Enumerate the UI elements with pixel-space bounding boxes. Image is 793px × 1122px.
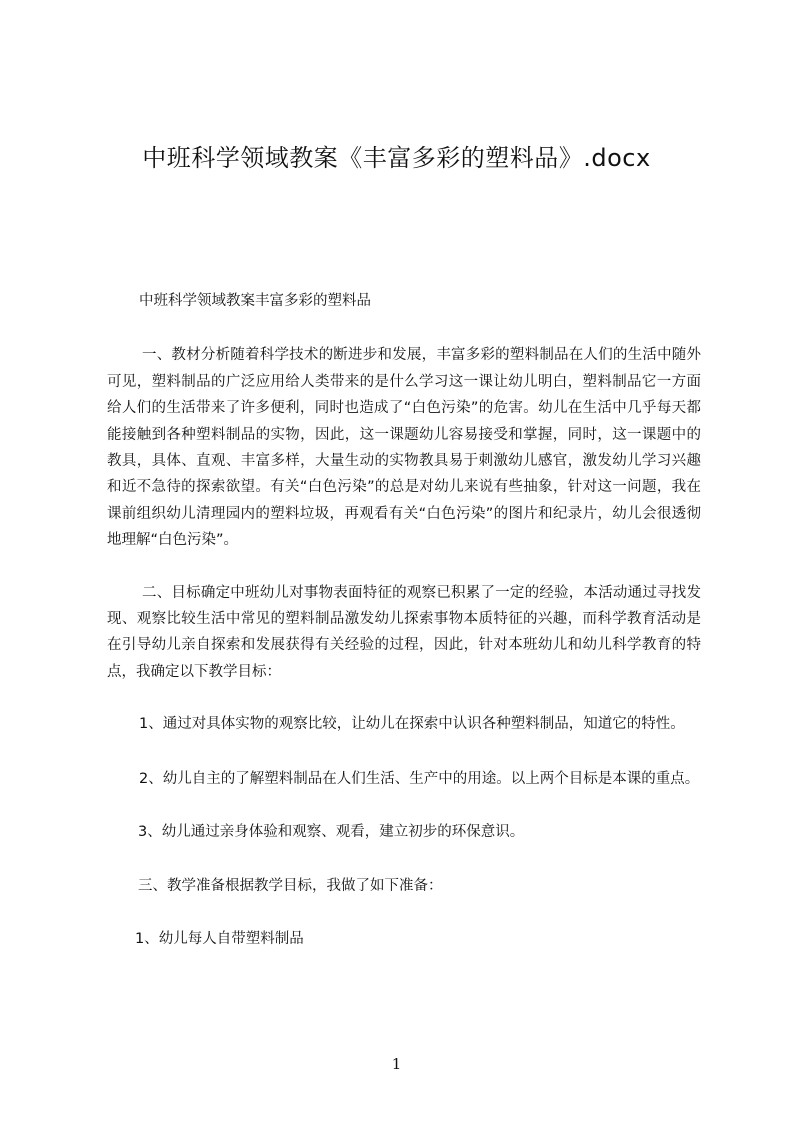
paragraph-goal-2: 2、幼儿自主的了解塑料制品在人们生活、生产中的用途。以上两个目标是本课的重点。: [139, 770, 700, 787]
page-number: 1: [391, 1055, 402, 1073]
paragraph-goal-1: 1、通过对具体实物的观察比较，让幼儿在探索中认识各种塑料制品，知道它的特性。: [139, 716, 685, 733]
paragraph-teaching-preparation: 三、教学准备根据教学目标，我做了如下准备：: [138, 877, 443, 894]
document-title: 中班科学领域教案《丰富多彩的塑料品》.docx: [142, 144, 651, 172]
paragraph-material-analysis: 一、教材分析随着科学技术的断进步和发展，丰富多彩的塑料制品在人们的生活中随外可见，塑料制品的广泛应用给人类带来的是什么学习这一课让幼儿明白，塑料制品它一方面给人们的生活带来了许多便利，同时也造成了“白色污染”的危害。幼儿在生活中几乎每天都能接触到各种塑料制品的实物，因此，这一课题幼儿容易接受和掌握，同时，这一课题中的教具，具体、直观、丰富多样，大量生动的实物教具易于刺激幼儿感官，激发幼儿学习兴趣和近不急待的探索欲望。有关“白色污染”的总是对幼儿来说有些抽象，针对这一问题，我在课前组织幼儿清理园内的塑料垃圾，再观看有关“白色污染”的图片和纪录片，幼儿会很透彻地理解“白色污染”。: [107, 347, 701, 549]
paragraph-preparation-1: 1、幼儿每人自带塑料制品: [135, 930, 304, 947]
paragraph-goal-3: 3、幼儿通过亲身体验和观察、观看，建立初步的环保意识。: [138, 824, 525, 841]
document-body: [107, 288, 701, 952]
lesson-heading: 中班科学领域教案丰富多彩的塑料品: [139, 293, 371, 309]
paragraph-goal-setting: 二、目标确定中班幼儿对事物表面特征的观察已积累了一定的经验，本活动通过寻找发现、观察比较生活中常见的塑料制品激发幼儿探索事物本质特征的兴趣，而科学教育活动是在引导幼儿亲自探索和发展获得有关经验的过程，因此，针对本班幼儿和幼儿科学教育的特点，我确定以下教学目标：: [107, 584, 701, 680]
